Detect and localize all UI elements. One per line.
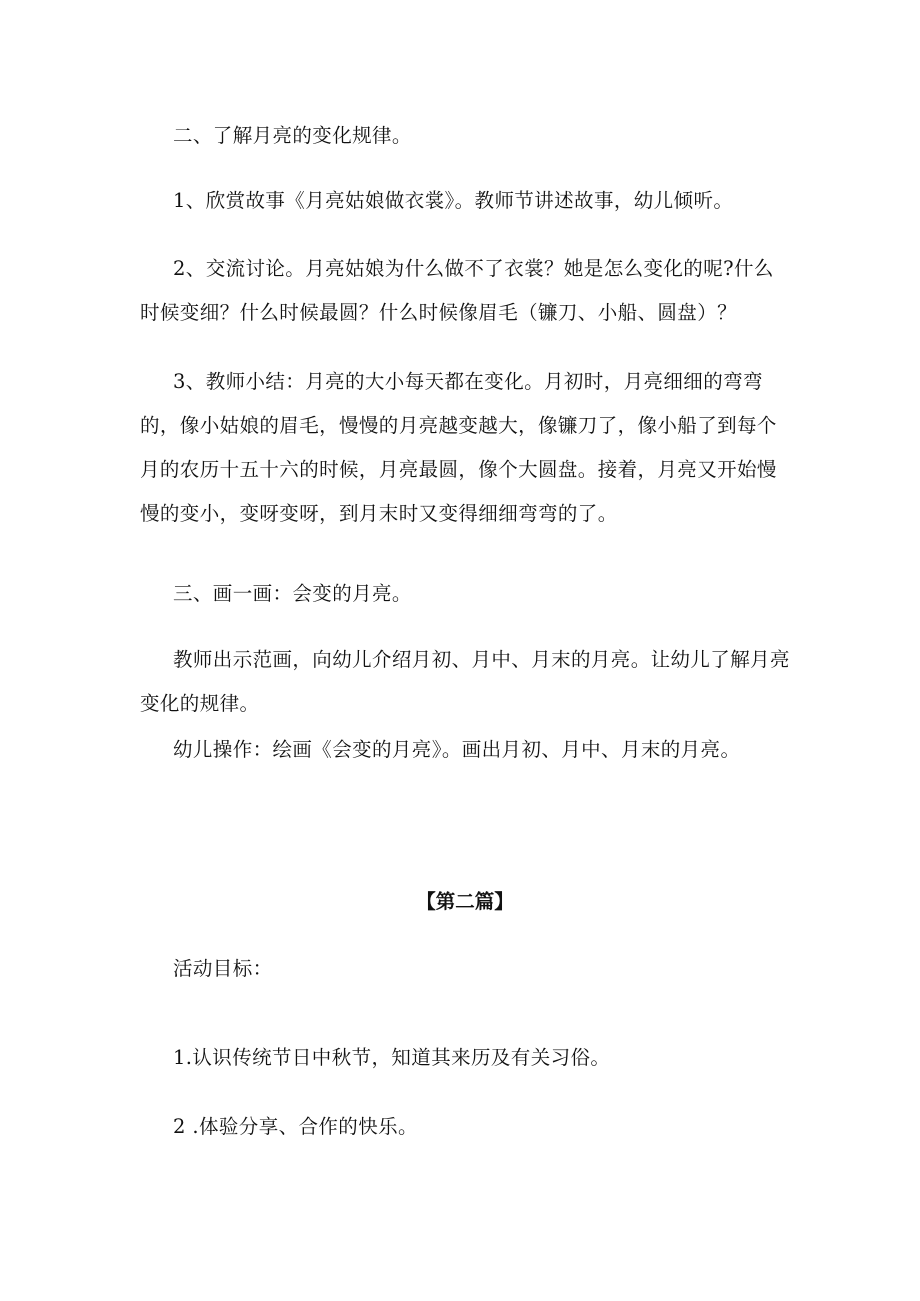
paragraph-teacher-summary: 3、教师小结：月亮的大小每天都在变化。月初时，月亮细细的弯弯的，像小姑娘的眉毛，慢慢的月亮越变越大，像镰刀了，像小船了到每个月的农历十五十六的时候，月亮最圆，像个大圆盘。接着，月亮又开始慢慢的变小，变呀变呀，到月末时又变得细细弯弯的了。: [140, 370, 777, 525]
paragraph-discussion: 2、交流讨论。月亮姑娘为什么做不了衣裳？她是怎么变化的呢?什么时候变细？什么时候最圆？什么时候像眉毛（镰刀、小船、圆盘）？: [140, 257, 774, 324]
paragraph-goal-one: 1.认识传统节日中秋节，知道其来历及有关习俗。: [173, 1046, 611, 1069]
paragraph-teacher-demo: 教师出示范画，向幼儿介绍月初、月中、月末的月亮。让幼儿了解月亮变化的规律。: [140, 648, 790, 715]
paragraph-activity-goals-label: 活动目标：: [173, 957, 273, 980]
paragraph-section-three-heading: 三、画一画：会变的月亮。: [173, 582, 412, 605]
paragraph-section-two-heading: 二、了解月亮的变化规律。: [173, 124, 412, 147]
section-title: 【第二篇】: [416, 890, 514, 913]
paragraph-story-appreciation: 1、欣赏故事《月亮姑娘做衣裳》。教师节讲述故事，幼儿倾听。: [173, 189, 734, 212]
paragraph-goal-two: 2 .体验分享、合作的快乐。: [173, 1115, 418, 1138]
paragraph-child-operation: 幼儿操作：绘画《会变的月亮》。画出月初、月中、月末的月亮。: [173, 738, 741, 761]
